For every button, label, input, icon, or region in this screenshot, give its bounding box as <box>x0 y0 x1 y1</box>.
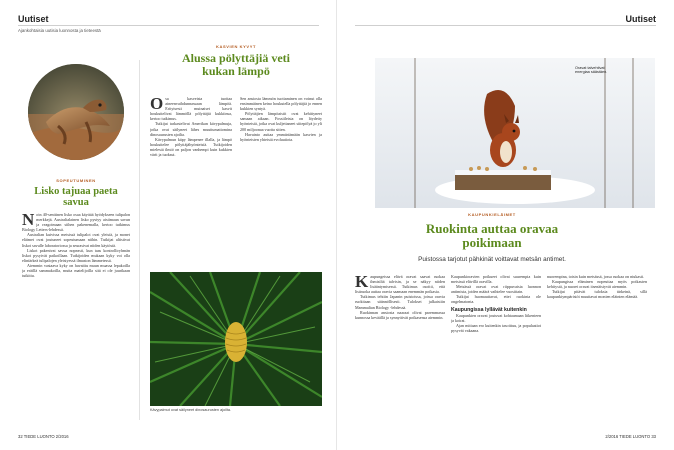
paragraph: Pölyttäjien lämpöaistit ovat kehittyneet samaan aikaan. Fossiileista on löydetty hyönteisiä, jotka ovat kuljettaneet siitepölyä jo yli 200 miljoonaa vuotta sitten. <box>240 111 322 132</box>
story-headline: Ruokinta auttaa oravaa poikimaan <box>425 221 559 250</box>
cycad-caption: Kävypalmut ovat säilyneet dinosaurusten ajoilta. <box>150 408 232 412</box>
paragraph: Sen ansiosta lämmön tuottaminen on voinut olla ensimmäinen keino houkutella pölyttäjiä jo ennen kukkien syntyä. <box>240 96 322 112</box>
column-divider <box>139 60 140 420</box>
paragraph: Liskot pakenivat savua nopeasti, kun taas kontrolliryhmän liskot pysyivät paikoillaan. Tutkijoiden mukaan kyky voi olla elintärkeä tulipalojen yleistyessä ilmaston lämmetessä. <box>22 247 130 263</box>
story2-col1 <box>150 96 232 264</box>
drop-cap: K <box>355 274 369 291</box>
paragraph: Havainto auttaa ymmärtämään kasvien ja hyönteisten yhteistä evoluutiota. <box>240 131 322 142</box>
right-page <box>337 0 674 450</box>
drop-cap: O <box>150 96 164 113</box>
paragraph: Kaupunkioravien poikueet olivat suurempia kuin metsissä elävillä oravilla. <box>451 274 541 285</box>
section-subtitle: Ajankohtaisia uutisia luonnosta ja tieteestä <box>18 28 101 33</box>
story1-headline: Lisko tajuaa paeta savua <box>34 186 118 209</box>
story-lead: Puistossa tarjotut pähkinät voittavat metsän antimet. <box>418 256 566 263</box>
paragraph: Tutkimus tehtiin Japanin puistoissa, joissa oravia ruokitaan säännöllisesti. Tulokset julkaistiin Mammalian Biology -lehdessä. <box>355 294 445 310</box>
header-rule <box>18 25 319 26</box>
story-col3 <box>547 274 647 414</box>
squirrel-illustration <box>375 58 655 208</box>
paragraph: Kävypalmun käpy lämpenee illalla, ja lämpö houkuttelee pölyttäjähyönteisiä. Tutkijoiden mielestä ilmiö on paljon vanhempi kuin kukkien värit ja tuoksut. <box>150 136 232 158</box>
paragraph: Tutkijat pitävät tuloksia tärkeinä, sillä kaupunkiympäristöt muuttavat monien eläinten elämää. <box>547 289 647 300</box>
story1-kicker: SOPEUTUMINEN <box>56 178 96 183</box>
paragraph: Kaupungissa eläminen nopeuttaa myös poikasten kehitystä, ja nuoret oravat itsenäistyvät aiemmin. <box>547 279 647 290</box>
story2-col2 <box>240 96 322 264</box>
page-number: 32 TIEDE LUONTO 2/2016 <box>18 434 69 439</box>
story1-body <box>22 212 130 422</box>
paragraph: Ajan mittaan ero kuitenkin tasoittuu, ja populaatiot pysyvät vakaana. <box>451 322 541 333</box>
section-title: Uutiset <box>18 14 49 24</box>
story2-kicker: KASVIEN KYVYT <box>215 44 257 49</box>
paragraph: Tutkijat huomauttavat, ettei ruokinta ole ongelmatonta. <box>451 294 541 305</box>
story-kicker: KAUPUNKIELÄIMET <box>468 212 516 217</box>
story-subhead: Kaupungissa lyllävät kuitenkin <box>451 306 527 313</box>
story-col2 <box>451 274 541 414</box>
squirrel-caption: Oravat talvehtivat energiaa säästäen. <box>575 66 608 74</box>
header-rule <box>355 25 656 26</box>
page-number: 2/2016 TIEDE LUONTO 33 <box>605 434 656 439</box>
paragraph: Metsässä oravat ovat riippuvaisia luonnon antimista, joiden määrä vaihtelee vuosittain. <box>451 284 541 295</box>
squirrel-photo <box>375 58 655 208</box>
paragraph: aupungeissa elävä oravat saavat ruokaa ihmisiltä talvisin, ja se näkyy niiden lisääntymisessä. Tutkimus osoitti, että lisäruoka auttaa oravia saamaan enemmän poikasia. <box>355 274 445 295</box>
story-col1 <box>355 274 445 414</box>
cycad-illustration <box>150 272 322 406</box>
paragraph: nuorempina, toisin kuin metsässä, jossa ruokaa on niukasti. <box>547 274 645 279</box>
paragraph: Tutkijat tarkastelivat Amerikan kävypalmuja, jotka ovat säilyneet lähes muuttumattomina dinosaurusten ajoilta. <box>150 121 232 137</box>
paragraph: Australian kuivissa metsissä tulipalot ovat yleisiä, ja monet eläimet ovat joutuneet sopeutumaan niihin. Tutkijat altistivat liskot savulle laboratoriossa ja seurasivat niiden käytöstä. <box>22 232 130 248</box>
paragraph: sa kasveista tuottaa aineenvaihdunnassaan lämpöä. Erityisesti muinaiset kasvit houkuttelivat lämmöllä pölyttäjiä kukkiinsa, kertoo tutkimus. <box>150 96 232 122</box>
drop-cap: N <box>22 212 35 229</box>
paragraph: Kaupunkien oravat joutuvat kohtaamaan liikenteen ja koirat. <box>451 312 541 323</box>
lizard-photo <box>28 64 124 160</box>
section-title: Uutiset <box>625 14 656 24</box>
paragraph: oin 40-senttinen lisko osaa käyttää hyödykseen tulipalon merkkejä. Australialainen lisko pystyy aistimaan savun ja reagoimaan siihen pakenemalla, kertoo tutkimus Biology Letters-lehdessä. <box>22 212 130 233</box>
lizard-illustration <box>28 64 124 160</box>
cycad-photo <box>150 272 322 406</box>
story2-headline: Alussa pölyttäjiä veti kukan lämpö <box>182 51 290 78</box>
paragraph: Ruokinnan ansiosta naaraat olivat paremmassa kunnossa keväällä ja synnyttivät poikasensa aiemmin. <box>355 309 445 320</box>
paragraph: Aiemmin vastaava kyky on havaittu muun muassa lepakoilla ja eräillä sammakoilla, mutta matelijoilla sitä ei ole juurikaan tutkittu. <box>22 262 130 279</box>
